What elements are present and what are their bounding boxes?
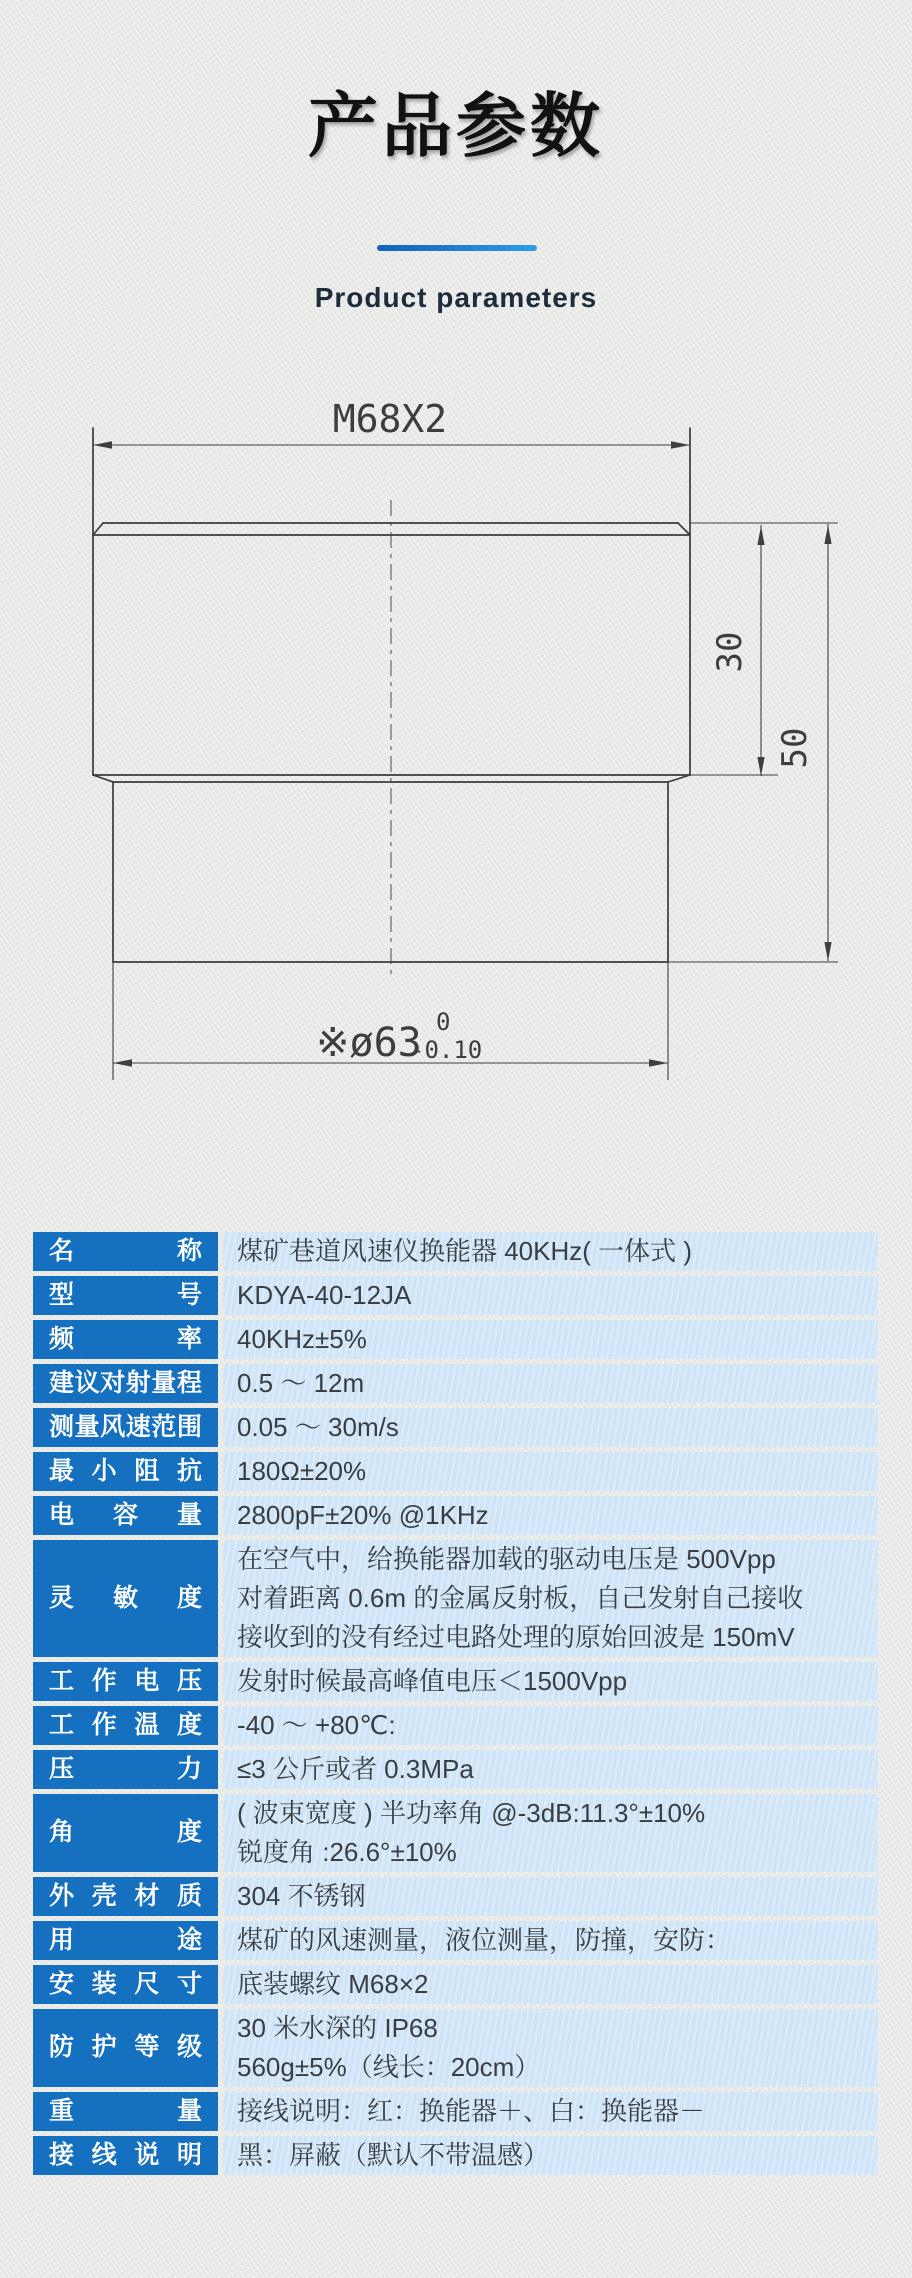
spec-value-line: 2800pF±20% @1KHz xyxy=(237,1500,489,1530)
spec-value-line: 煤矿巷道风速仪换能器 40KHz( 一体式 ) xyxy=(237,1236,693,1266)
spec-value-cell xyxy=(223,2092,878,2131)
table-row xyxy=(33,1320,878,1359)
spec-value-cell xyxy=(223,1364,878,1403)
spec-label: 重量 xyxy=(49,2096,202,2125)
dimension-m68x2-label: M68X2 xyxy=(332,397,448,441)
spec-label: 外壳材质 xyxy=(49,1881,202,1910)
spec-label: 安装尺寸 xyxy=(49,1969,202,1998)
title-underline xyxy=(377,245,537,251)
table-row xyxy=(33,1496,878,1535)
table-row xyxy=(33,1276,878,1315)
spec-value-line: 接线说明：红：换能器＋、白：换能器－ xyxy=(237,2096,706,2126)
table-row xyxy=(33,1540,878,1657)
spec-label-cell xyxy=(33,1965,218,2004)
spec-label: 角度 xyxy=(49,1818,202,1847)
spec-value-cell xyxy=(223,1540,878,1657)
table-row xyxy=(33,1706,878,1745)
spec-value-cell xyxy=(223,2009,878,2087)
spec-label: 工作温度 xyxy=(49,1710,202,1739)
spec-label-cell xyxy=(33,1706,218,1745)
page-subtitle: Product parameters xyxy=(314,282,598,313)
spec-value-cell xyxy=(223,1706,878,1745)
spec-label-cell xyxy=(33,1364,218,1403)
table-row xyxy=(33,2136,878,2175)
table-row xyxy=(33,1965,878,2004)
spec-value-line: 锐度角 :26.6°±10% xyxy=(237,1837,457,1867)
spec-label: 名称 xyxy=(49,1236,202,1265)
table-row xyxy=(33,1408,878,1447)
spec-value-line: 0.5 ～ 12m xyxy=(237,1368,365,1398)
spec-value-line: KDYA-40-12JA xyxy=(237,1280,412,1310)
spec-value-line: 底装螺纹 M68×2 xyxy=(237,1969,429,1999)
spec-value-line: -40 ～ +80℃: xyxy=(237,1710,396,1740)
spec-value-cell xyxy=(223,1750,878,1789)
spec-label-cell xyxy=(33,1496,218,1535)
spec-value-cell xyxy=(223,1320,878,1359)
spec-label: 电容量 xyxy=(49,1500,202,1529)
spec-table xyxy=(33,1232,878,2180)
dimension-arrowheads xyxy=(93,441,832,1067)
table-row xyxy=(33,1364,878,1403)
spec-value-line: 在空气中，给换能器加载的驱动电压是 500Vpp xyxy=(237,1544,776,1574)
page-title: 产品参数 xyxy=(308,87,604,165)
spec-label: 接线说明 xyxy=(49,2140,202,2169)
spec-value-line: 304 不锈钢 xyxy=(237,1881,366,1911)
spec-value-line: 对着距离 0.6m 的金属反射板，自己发射自己接收 xyxy=(237,1583,804,1613)
table-row xyxy=(33,2009,878,2087)
spec-value-line: 0.05 ～ 30m/s xyxy=(237,1412,399,1442)
spec-value-cell xyxy=(223,1496,878,1535)
spec-value-line: 黑：屏蔽（默认不带温感） xyxy=(237,2140,550,2170)
table-row xyxy=(33,1232,878,1271)
spec-value-line: 40KHz±5% xyxy=(237,1324,367,1354)
spec-label-cell xyxy=(33,1877,218,1916)
dimension-30-label: 30 xyxy=(710,631,750,673)
table-row xyxy=(33,1921,878,1960)
spec-value-cell xyxy=(223,1965,878,2004)
spec-label-cell xyxy=(33,1320,218,1359)
table-row xyxy=(33,1750,878,1789)
dimension-50-label: 50 xyxy=(775,727,815,769)
diameter-label: ※ø63 xyxy=(316,1020,422,1066)
spec-value-cell xyxy=(223,2136,878,2175)
dimension-lines xyxy=(93,445,838,1080)
spec-value-cell xyxy=(223,1276,878,1315)
spec-label-cell xyxy=(33,1276,218,1315)
table-row xyxy=(33,1877,878,1916)
spec-label-cell xyxy=(33,1408,218,1447)
spec-label-cell xyxy=(33,1921,218,1960)
spec-label-cell xyxy=(33,2136,218,2175)
spec-label: 建议对射量程 xyxy=(49,1368,202,1397)
diameter-tolerance-lower: -0.10 xyxy=(410,1036,483,1064)
spec-label: 灵敏度 xyxy=(49,1583,202,1612)
spec-label: 测量风速范围 xyxy=(49,1412,202,1441)
spec-label: 频率 xyxy=(49,1324,202,1353)
spec-value-cell xyxy=(223,1662,878,1701)
spec-value-cell xyxy=(223,1921,878,1960)
table-row xyxy=(33,1662,878,1701)
table-row xyxy=(33,1794,878,1872)
transducer-outline xyxy=(93,428,690,962)
spec-label-cell xyxy=(33,1794,218,1872)
spec-label: 压力 xyxy=(49,1754,202,1783)
spec-value-cell xyxy=(223,1794,878,1872)
spec-value-cell xyxy=(223,1232,878,1271)
spec-label: 用途 xyxy=(49,1925,202,1954)
spec-value-cell xyxy=(223,1877,878,1916)
spec-value-line: 煤矿的风速测量，液位测量，防撞，安防： xyxy=(237,1925,732,1955)
spec-label: 型号 xyxy=(49,1280,202,1309)
spec-label-cell xyxy=(33,1232,218,1271)
spec-value-line: ≤3 公斤或者 0.3MPa xyxy=(237,1754,474,1784)
spec-label-cell xyxy=(33,1540,218,1657)
diameter-tolerance-upper: 0 xyxy=(436,1008,451,1036)
table-row xyxy=(33,1452,878,1491)
spec-label-cell xyxy=(33,1662,218,1701)
spec-label-cell xyxy=(33,1452,218,1491)
spec-label-cell xyxy=(33,2009,218,2087)
spec-label-cell xyxy=(33,2092,218,2131)
spec-value-line: 30 米水深的 IP68 xyxy=(237,2013,438,2043)
spec-label: 工作电压 xyxy=(49,1666,202,1695)
spec-label-cell xyxy=(33,1750,218,1789)
spec-value-line: ( 波束宽度 ) 半功率角 @-3dB:11.3°±10% xyxy=(237,1798,706,1828)
spec-value-line: 接收到的没有经过电路处理的原始回波是 150mV xyxy=(237,1622,795,1652)
table-row xyxy=(33,2092,878,2131)
spec-value-cell xyxy=(223,1452,878,1491)
spec-label: 防护等级 xyxy=(49,2033,202,2062)
spec-value-line: 180Ω±20% xyxy=(237,1456,367,1486)
spec-value-line: 560g±5%（线长：20cm） xyxy=(237,2052,541,2082)
spec-label: 最小阻抗 xyxy=(49,1456,202,1485)
spec-value-cell xyxy=(223,1408,878,1447)
spec-value-line: 发射时候最高峰值电压＜1500Vpp xyxy=(237,1666,628,1696)
